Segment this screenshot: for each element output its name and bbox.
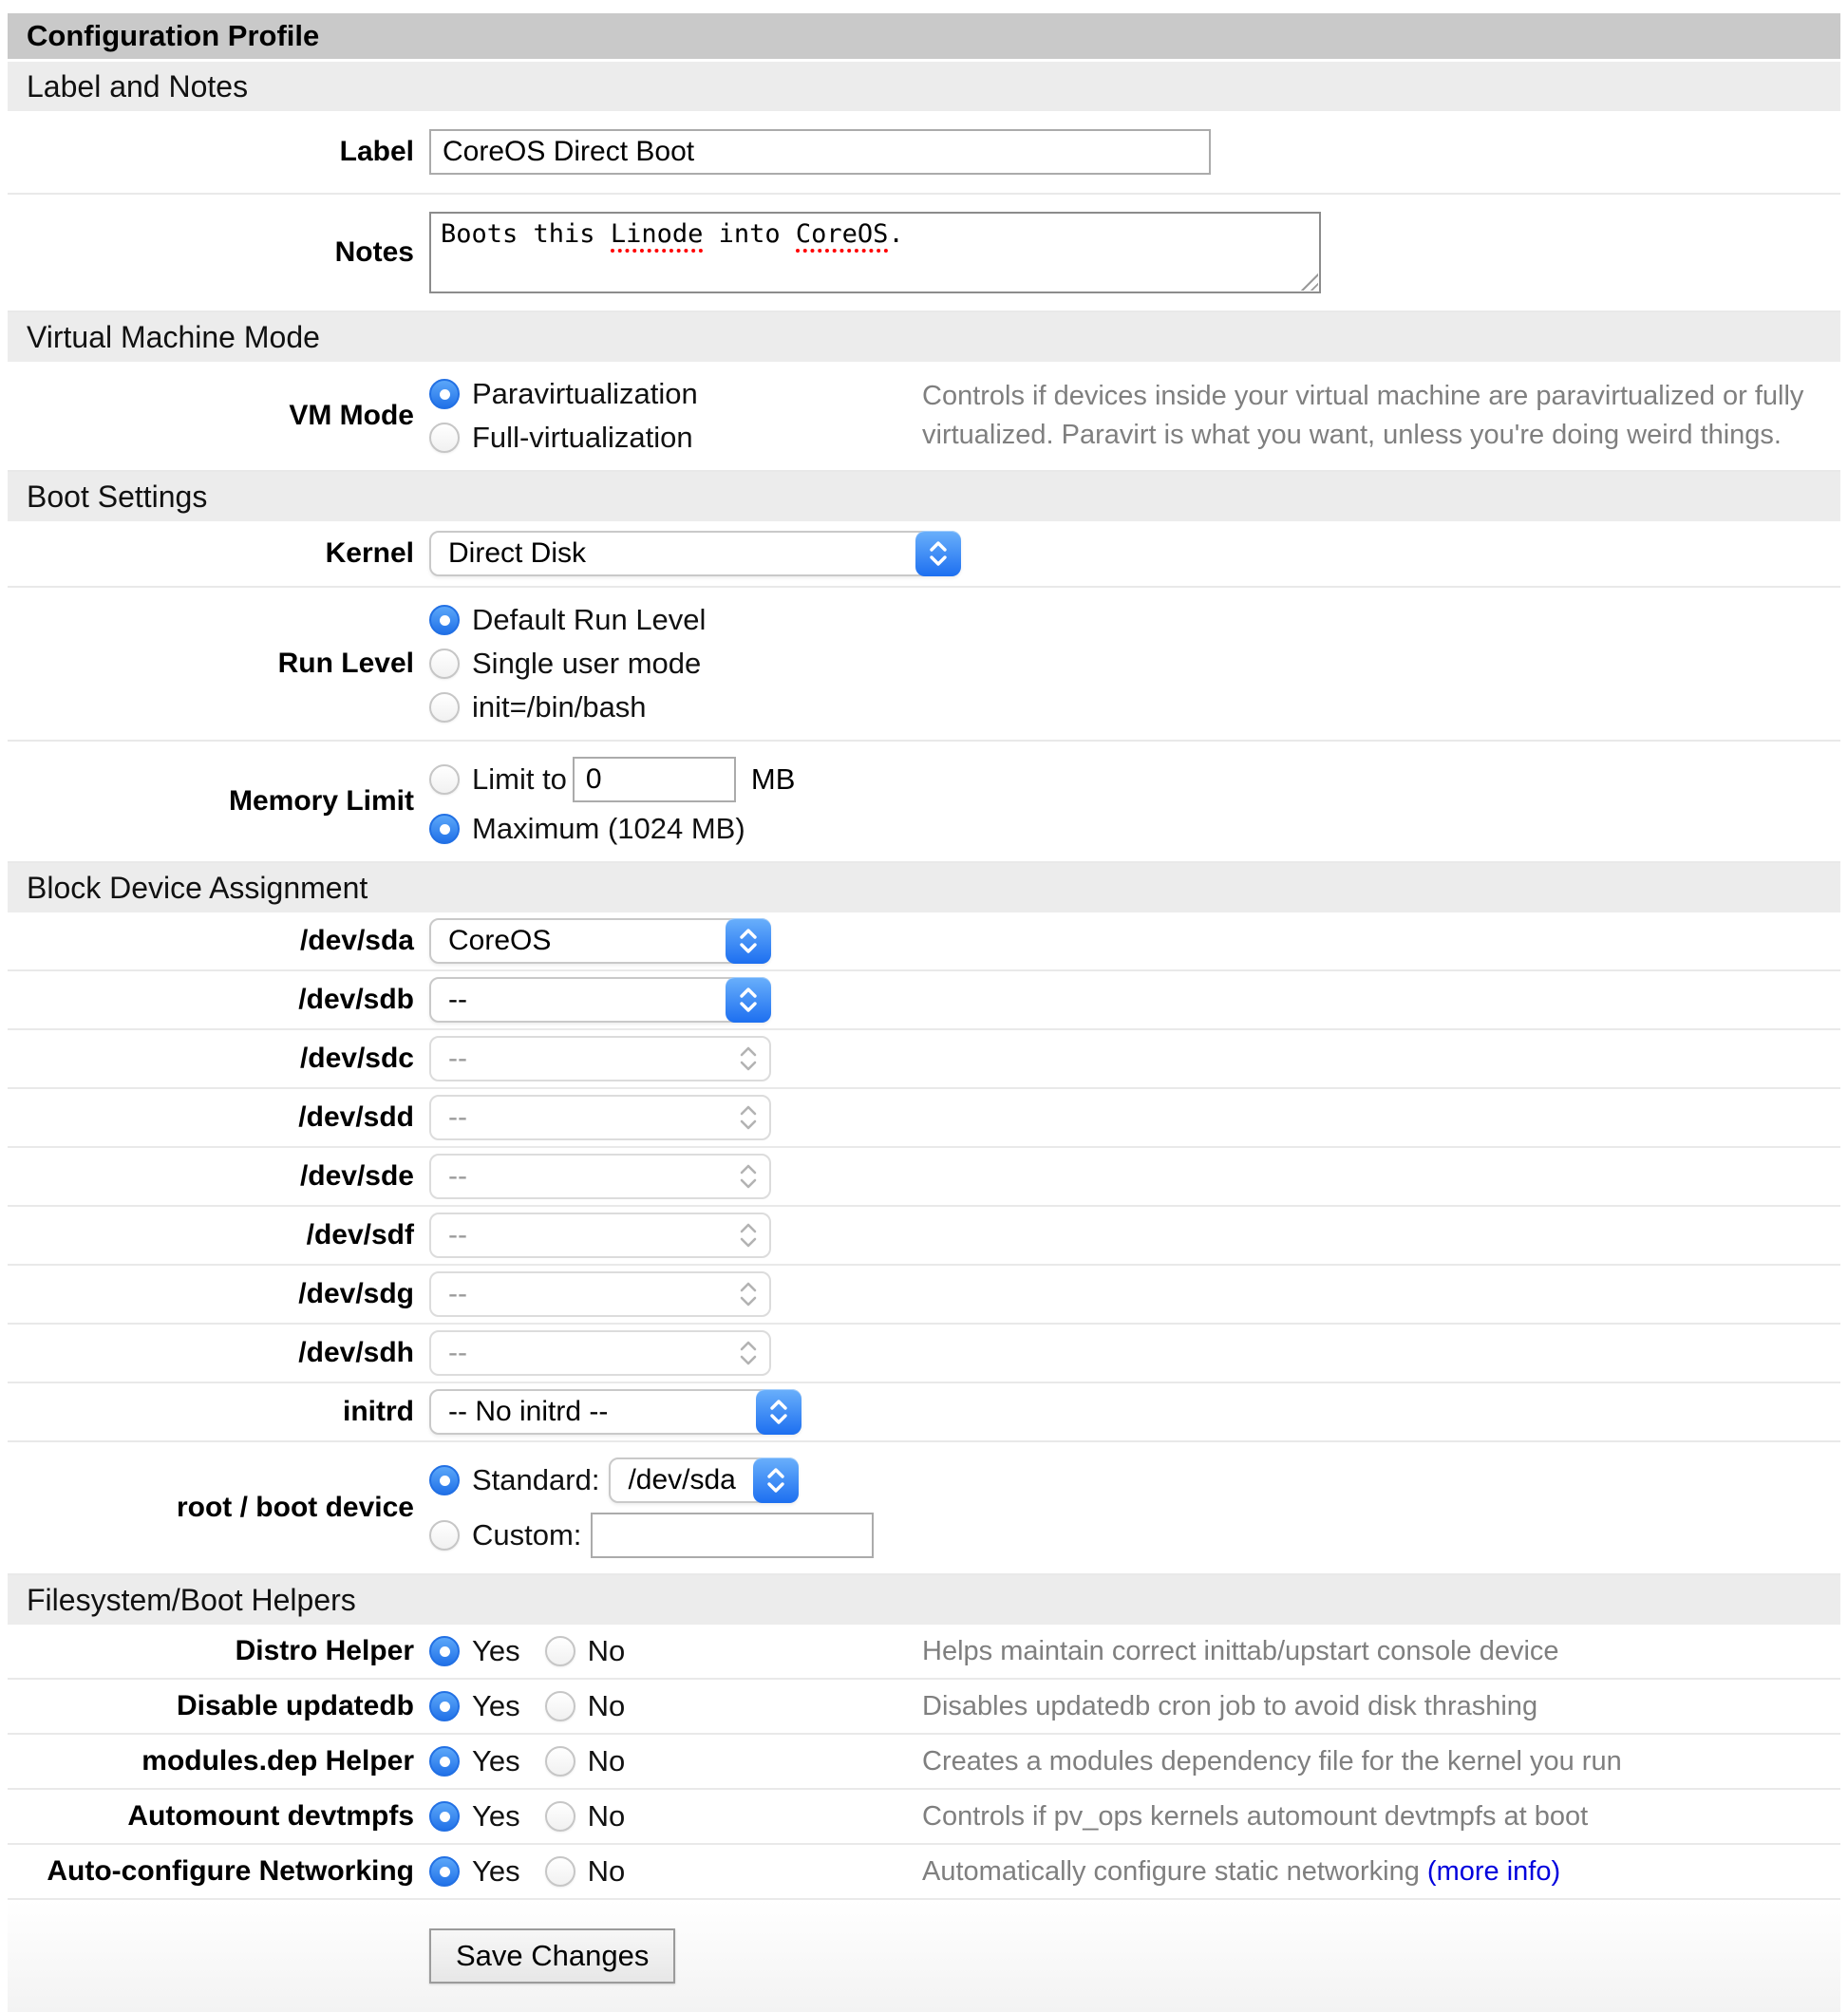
radio-unselected-icon[interactable] — [545, 1636, 575, 1666]
helper-label: Auto-configure Networking — [47, 1855, 414, 1887]
vm-mode-option-label: Paravirtualization — [472, 377, 698, 410]
label-row — [8, 111, 1840, 195]
helper-label: Distro Helper — [235, 1635, 414, 1666]
root-device-option-custom[interactable] — [429, 1518, 581, 1552]
helper-yes-option[interactable] — [429, 1799, 520, 1833]
run-level-row — [8, 588, 1840, 742]
label-input[interactable] — [429, 129, 1211, 175]
device-select-value: -- — [448, 1160, 467, 1192]
root-custom-input[interactable] — [591, 1513, 874, 1558]
device-label: /dev/sda — [299, 925, 414, 956]
kernel-row — [8, 521, 1840, 588]
helper-no-option[interactable] — [545, 1744, 626, 1778]
memory-limit-option-maximum[interactable] — [429, 812, 795, 846]
notes-text: . — [888, 219, 904, 249]
radio-unselected-icon[interactable] — [429, 649, 460, 679]
block-device-row-sdf — [8, 1207, 1840, 1266]
run-level-option-single-user[interactable] — [429, 647, 706, 681]
run-level-option-init-bash[interactable] — [429, 690, 706, 724]
helper-row-automount-devtmpfs — [8, 1790, 1840, 1845]
helper-help-text-part: Automatically configure static networking — [922, 1855, 1427, 1887]
helper-no-option[interactable] — [545, 1634, 626, 1668]
device-select-value: -- — [448, 1337, 467, 1368]
helper-help-text — [922, 1852, 1840, 1891]
notes-text: into — [703, 219, 796, 249]
select-arrows-icon — [915, 531, 961, 576]
initrd-label: initrd — [343, 1396, 414, 1427]
device-select-value: -- — [448, 984, 467, 1015]
helper-help-text: Controls if pv_ops kernels automount devtmpfs at boot — [922, 1800, 1589, 1832]
helper-row-modules-dep — [8, 1735, 1840, 1790]
helper-help-text: Disables updatedb cron job to avoid disk thrashing — [922, 1690, 1538, 1721]
radio-unselected-icon[interactable] — [545, 1746, 575, 1777]
radio-unselected-icon[interactable] — [545, 1856, 575, 1887]
helper-label: modules.dep Helper — [141, 1745, 414, 1777]
root-custom-label: Custom: — [472, 1518, 582, 1551]
device-label: /dev/sdg — [298, 1278, 414, 1309]
vm-mode-row — [8, 362, 1840, 472]
block-device-row-sda — [8, 912, 1840, 971]
device-label: /dev/sde — [299, 1160, 414, 1192]
select-arrows-icon — [726, 1154, 771, 1199]
no-label: No — [587, 1689, 626, 1722]
page-title: Configuration Profile — [8, 13, 1840, 59]
radio-selected-icon[interactable] — [429, 814, 460, 844]
notes-text: Boots this — [441, 219, 611, 249]
device-sdc-select — [429, 1036, 771, 1081]
run-level-option-label: Default Run Level — [472, 603, 707, 636]
kernel-select-value: Direct Disk — [448, 537, 587, 569]
vm-mode-option-paravirtualization[interactable] — [429, 377, 922, 411]
memory-limit-input[interactable] — [573, 757, 736, 802]
initrd-row — [8, 1383, 1840, 1442]
block-device-row-sdg — [8, 1266, 1840, 1325]
block-device-row-sde — [8, 1148, 1840, 1207]
helper-no-option[interactable] — [545, 1799, 626, 1833]
select-arrows-icon — [726, 1213, 771, 1258]
block-device-row-sdh — [8, 1325, 1840, 1383]
vm-mode-option-label: Full-virtualization — [472, 421, 693, 454]
select-arrows-icon — [726, 1330, 771, 1376]
helper-label: Disable updatedb — [176, 1690, 414, 1721]
initrd-select-value: -- No initrd -- — [448, 1396, 609, 1427]
no-label: No — [587, 1634, 626, 1667]
helper-help-text: Helps maintain correct inittab/upstart console device — [922, 1635, 1559, 1666]
device-sdb-select[interactable] — [429, 977, 771, 1023]
radio-selected-icon[interactable] — [429, 1636, 460, 1666]
radio-selected-icon[interactable] — [429, 1691, 460, 1721]
run-level-option-label: init=/bin/bash — [472, 690, 647, 724]
device-sda-select[interactable] — [429, 918, 771, 964]
root-standard-select[interactable] — [609, 1457, 799, 1503]
root-standard-label: Standard: — [472, 1463, 600, 1496]
run-level-option-label: Single user mode — [472, 647, 702, 680]
footer — [8, 1900, 1840, 2012]
radio-selected-icon[interactable] — [429, 1465, 460, 1495]
device-select-value: -- — [448, 1101, 467, 1133]
helper-help-text: Creates a modules dependency file for the kernel you run — [922, 1745, 1622, 1777]
device-label: /dev/sdc — [299, 1043, 414, 1074]
select-arrows-icon — [726, 1095, 771, 1140]
vm-mode-label: VM Mode — [289, 400, 414, 431]
helper-yes-option[interactable] — [429, 1689, 520, 1723]
helper-row-disable-updatedb — [8, 1680, 1840, 1735]
device-select-value: -- — [448, 1278, 467, 1309]
yes-label: Yes — [472, 1799, 520, 1833]
helper-yes-option[interactable] — [429, 1744, 520, 1778]
no-label: No — [587, 1854, 626, 1888]
radio-unselected-icon[interactable] — [429, 692, 460, 723]
root-boot-device-label: root / boot device — [176, 1492, 414, 1523]
root-boot-device-row — [8, 1442, 1840, 1575]
block-device-row-sdd — [8, 1089, 1840, 1148]
run-level-option-default[interactable] — [429, 603, 706, 637]
radio-selected-icon[interactable] — [429, 379, 460, 409]
no-label: No — [587, 1799, 626, 1833]
run-level-label: Run Level — [277, 648, 414, 679]
select-arrows-icon — [726, 918, 771, 964]
select-arrows-icon — [753, 1457, 799, 1503]
helper-row-distro-helper — [8, 1625, 1840, 1680]
radio-unselected-icon[interactable] — [545, 1801, 575, 1832]
vm-mode-help-text: Controls if devices inside your virtual machine are paravirtualized or fully virtualized. Paravirt is what you want, unless you're doing weird things. — [922, 381, 1804, 450]
kernel-label: Kernel — [325, 537, 414, 569]
notes-misspelled-word: CoreOS — [796, 219, 889, 253]
device-sdh-select — [429, 1330, 771, 1376]
radio-selected-icon[interactable] — [429, 1746, 460, 1777]
notes-textarea[interactable] — [429, 212, 1321, 293]
device-label: /dev/sdh — [298, 1337, 414, 1368]
select-arrows-icon — [756, 1389, 801, 1435]
section-header-filesystem-boot-helpers: Filesystem/Boot Helpers — [8, 1575, 1840, 1625]
radio-unselected-icon[interactable] — [545, 1691, 575, 1721]
section-header-label-and-notes: Label and Notes — [8, 62, 1840, 111]
device-sdg-select — [429, 1271, 771, 1317]
kernel-select[interactable] — [429, 531, 961, 576]
device-select-value: CoreOS — [448, 925, 552, 956]
memory-limit-label: Memory Limit — [228, 785, 414, 817]
section-header-virtual-machine-mode: Virtual Machine Mode — [8, 312, 1840, 362]
more-info-link[interactable]: (more info) — [1426, 1855, 1561, 1887]
memory-limit-row — [8, 742, 1840, 863]
label-field-label: Label — [339, 136, 414, 167]
helper-yes-option[interactable] — [429, 1634, 520, 1668]
radio-selected-icon[interactable] — [429, 605, 460, 635]
notes-misspelled-word: Linode — [611, 219, 704, 253]
yes-label: Yes — [472, 1744, 520, 1777]
save-changes-button[interactable]: Save Changes — [429, 1928, 675, 1984]
memory-limit-to-label: Limit to — [472, 762, 567, 796]
radio-selected-icon[interactable] — [429, 1856, 460, 1887]
no-label: No — [587, 1744, 626, 1777]
root-device-option-standard[interactable] — [429, 1463, 599, 1497]
radio-unselected-icon[interactable] — [429, 1520, 460, 1551]
yes-label: Yes — [472, 1854, 520, 1888]
memory-maximum-label: Maximum (1024 MB) — [472, 812, 745, 845]
memory-limit-option-limit-to[interactable] — [429, 762, 567, 797]
block-device-row-sdb — [8, 971, 1840, 1030]
notes-row — [8, 195, 1840, 312]
device-label: /dev/sdd — [298, 1101, 414, 1133]
radio-selected-icon[interactable] — [429, 1801, 460, 1832]
helper-label: Automount devtmpfs — [127, 1800, 414, 1832]
select-arrows-icon — [726, 977, 771, 1023]
radio-unselected-icon[interactable] — [429, 764, 460, 795]
device-select-value: -- — [448, 1043, 467, 1074]
device-sdd-select — [429, 1095, 771, 1140]
device-sde-select — [429, 1154, 771, 1199]
device-label: /dev/sdf — [306, 1219, 414, 1250]
device-select-value: -- — [448, 1219, 467, 1250]
device-sdf-select — [429, 1213, 771, 1258]
select-arrows-icon — [726, 1036, 771, 1081]
yes-label: Yes — [472, 1689, 520, 1722]
section-header-block-device-assignment: Block Device Assignment — [8, 863, 1840, 912]
memory-unit-label: MB — [750, 762, 796, 796]
root-standard-select-value: /dev/sda — [628, 1464, 736, 1495]
initrd-select[interactable] — [429, 1389, 801, 1435]
helper-row-auto-configure-networking — [8, 1845, 1840, 1900]
section-header-boot-settings: Boot Settings — [8, 472, 1840, 521]
block-device-row-sdc — [8, 1030, 1840, 1089]
device-label: /dev/sdb — [298, 984, 414, 1015]
helper-no-option[interactable] — [545, 1689, 626, 1723]
select-arrows-icon — [726, 1271, 771, 1317]
notes-field-label: Notes — [334, 236, 414, 268]
vm-mode-option-full-virtualization[interactable] — [429, 421, 922, 455]
radio-unselected-icon[interactable] — [429, 423, 460, 453]
yes-label: Yes — [472, 1634, 520, 1667]
